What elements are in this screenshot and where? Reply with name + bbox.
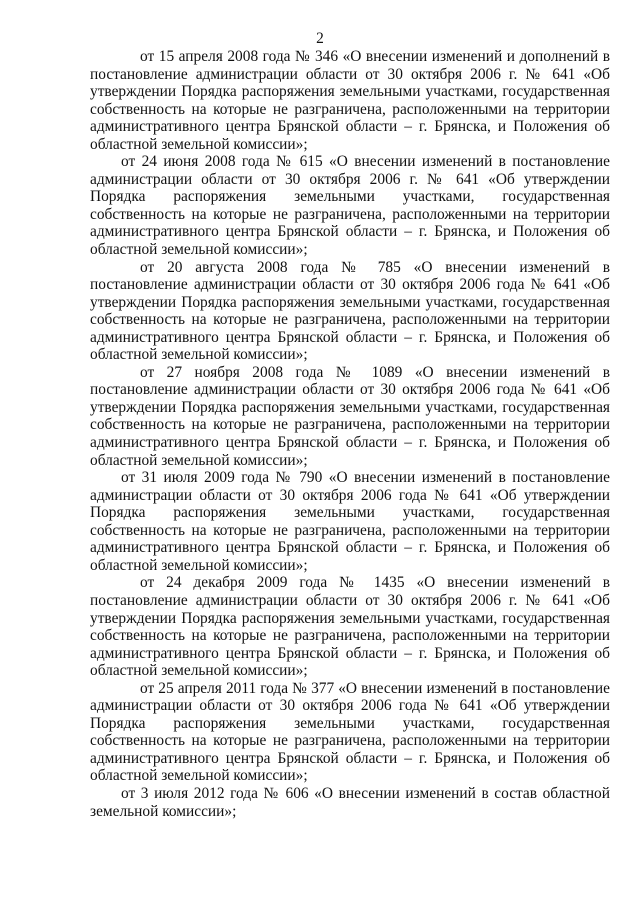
paragraph-resolution-1089: от 27 ноября 2008 года № 1089 «О внесении изменений в постановление администрации области от 30 октября 2006 года № 641 «Об утверждении Порядка распоряжения земельными участками, государственная собственность на которые не разграничена, расположенными на территории административного центра Брянской области – г. Брянска, и Положения об областной земельной комиссии»; (90, 363, 610, 469)
page-number: 2 (316, 30, 324, 47)
paragraph-resolution-615: от 24 июня 2008 года № 615 «О внесении изменений в постановление администрации области от 30 октября 2006 г. № 641 «Об утверждении Порядка распоряжения земельными участками, государственная собственность на которые не разграничена, расположенными на территории административного центра Брянской области – г. Брянска, и Положения об областной земельной комиссии»; (90, 153, 610, 259)
document-body (90, 48, 610, 820)
paragraph-resolution-790: от 31 июля 2009 года № 790 «О внесении изменений в постановление администрации области от 30 октября 2006 года № 641 «Об утверждении Порядка распоряжения земельными участками, государственная собственность на которые не разграничена, расположенными на территории административного центра Брянской области – г. Брянска, и Положения об областной земельной комиссии»; (90, 469, 610, 574)
paragraph-resolution-785: от 20 августа 2008 года № 785 «О внесении изменений в постановление администрации области от 30 октября 2006 года № 641 «Об утверждении Порядка распоряжения земельными участками, государственная собственность на которые не разграничена, расположенными на территории административного центра Брянской области – г. Брянска, и Положения об областной земельной комиссии»; (90, 258, 610, 364)
paragraph-resolution-346: от 15 апреля 2008 года № 346 «О внесении изменений и дополнений в постановление администрации области от 30 октября 2006 г. № 641 «Об утверждении Порядка распоряжения земельными участками, государственная собственность на которые не разграничена, расположенными на территории административного центра Брянской области – г. Брянска, и Положения об областной земельной комиссии»; (90, 48, 610, 153)
paragraph-resolution-377: от 25 апреля 2011 года № 377 «О внесении изменений в постановление администрации области от 30 октября 2006 года № 641 «Об утверждении Порядка распоряжения земельными участками, государственная собственность на которые не разграничена, расположенными на территории административного центра Брянской области – г. Брянска, и Положения об областной земельной комиссии»; (90, 679, 610, 785)
paragraph-resolution-606: от 3 июля 2012 года № 606 «О внесении изменений в состав областной земельной комиссии»; (90, 784, 610, 820)
paragraph-resolution-1435: от 24 декабря 2009 года № 1435 «О внесении изменений в постановление администрации области от 30 октября 2006 г. № 641 «Об утверждении Порядка распоряжения земельными участками, государственная собственность на которые не разграничена, расположенными на территории административного центра Брянской области – г. Брянска, и Положения об областной земельной комиссии»; (90, 574, 610, 680)
